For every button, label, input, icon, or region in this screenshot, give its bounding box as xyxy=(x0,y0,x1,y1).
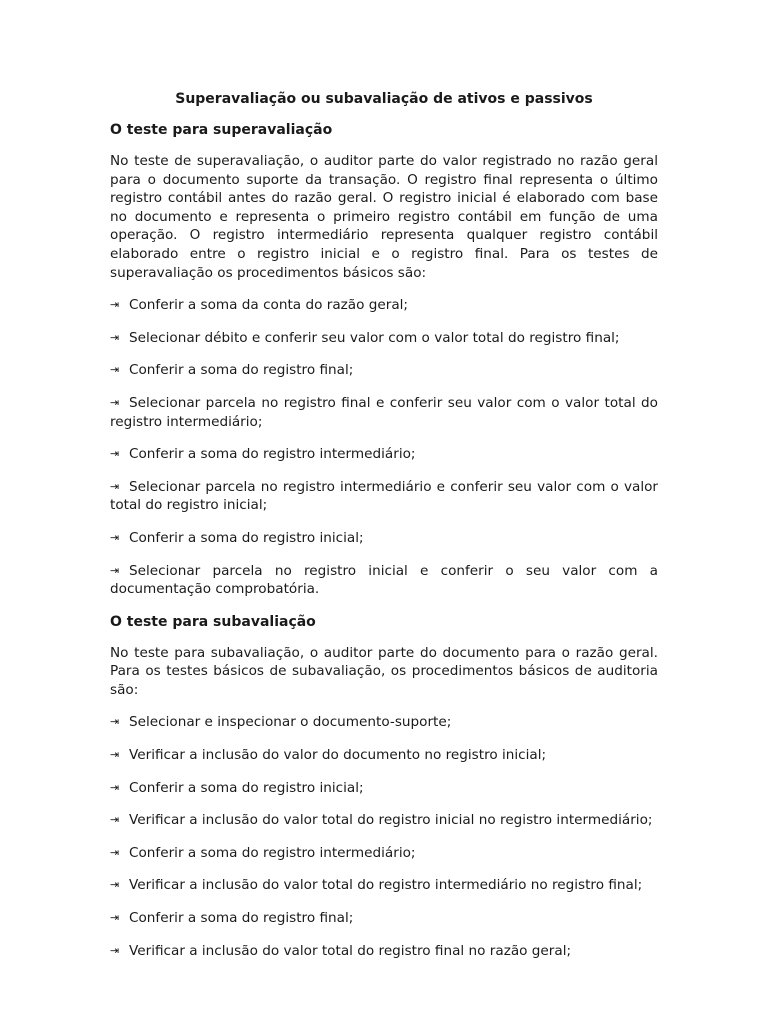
list-item-text: Conferir a soma do registro inicial; xyxy=(129,529,364,546)
tab-arrow-icon: ⇥ xyxy=(110,530,120,544)
list-item-text: Verificar a inclusão do valor total do registro intermediário no registro final; xyxy=(129,877,643,894)
list-item xyxy=(110,909,658,928)
list-item-text: Conferir a soma do registro intermediário; xyxy=(129,446,416,463)
list-item xyxy=(110,876,658,895)
list-item xyxy=(110,445,658,464)
list-item xyxy=(110,779,658,798)
list-item-text: Conferir a soma da conta do razão geral; xyxy=(129,297,409,314)
list-item xyxy=(110,478,658,515)
list-item-text: Verificar a inclusão do valor total do registro inicial no registro intermediário; xyxy=(129,812,653,829)
paragraph-subavaliacao-intro: No teste para subavaliação, o auditor parte do documento para o razão geral. Para os testes básicos de subavaliação, os procedimentos básicos de auditoria são: xyxy=(110,644,658,698)
tab-arrow-icon: ⇥ xyxy=(110,395,120,409)
tab-arrow-icon: ⇥ xyxy=(110,563,120,577)
tab-arrow-icon: ⇥ xyxy=(110,813,120,827)
tab-arrow-icon: ⇥ xyxy=(110,943,120,957)
tab-arrow-icon: ⇥ xyxy=(110,330,120,344)
list-item xyxy=(110,394,658,431)
list-item-text: Conferir a soma do registro final; xyxy=(129,362,354,379)
list-item-text: Conferir a soma do registro final; xyxy=(129,910,354,927)
list-item xyxy=(110,562,658,599)
list-item-text: Conferir a soma do registro inicial; xyxy=(129,779,364,796)
list-item-text: Selecionar e inspecionar o documento-suporte; xyxy=(129,714,452,731)
list-item xyxy=(110,713,658,732)
tab-arrow-icon: ⇥ xyxy=(110,447,120,461)
tab-arrow-icon: ⇥ xyxy=(110,878,120,892)
document-page xyxy=(110,90,658,974)
list-item xyxy=(110,329,658,348)
section-heading-superavaliacao: O teste para superavaliação xyxy=(110,122,333,138)
paragraph-superavaliacao-intro: No teste de superavaliação, o auditor parte do valor registrado no razão geral para o documento suporte da transação. O registro final representa o último registro contábil antes do razão geral. O registro inicial é elaborado com base no documento e representa o primeiro registro contábil em função de uma operação. O registro intermediário representa qualquer registro contábil elaborado entre o registro inicial e o registro final. Para os testes de superavaliação os procedimentos básicos são: xyxy=(110,153,658,281)
tab-arrow-icon: ⇥ xyxy=(110,845,120,859)
tab-arrow-icon: ⇥ xyxy=(110,780,120,794)
list-item-text: Selecionar parcela no registro intermediário e conferir seu valor com o valor total do registro inicial; xyxy=(110,478,658,514)
tab-arrow-icon: ⇥ xyxy=(110,479,120,493)
list-item-text: Verificar a inclusão do valor do documento no registro inicial; xyxy=(129,747,547,764)
list-item-text: Conferir a soma do registro intermediário; xyxy=(129,844,416,861)
list-item xyxy=(110,361,658,380)
list-item-text: Selecionar parcela no registro inicial e conferir o seu valor com a documentação comprobatória. xyxy=(110,562,658,598)
tab-arrow-icon: ⇥ xyxy=(110,363,120,377)
list-item xyxy=(110,529,658,548)
document-title: Superavaliação ou subavaliação de ativos e passivos xyxy=(175,91,593,107)
list-item xyxy=(110,811,658,830)
tab-arrow-icon: ⇥ xyxy=(110,715,120,729)
list-item xyxy=(110,746,658,765)
list-item-text: Selecionar débito e conferir seu valor com o valor total do registro final; xyxy=(129,329,620,346)
section-heading-subavaliacao: O teste para subavaliação xyxy=(110,613,316,630)
list-item-text: Selecionar parcela no registro final e conferir seu valor com o valor total do registro intermediário; xyxy=(110,394,658,430)
tab-arrow-icon: ⇥ xyxy=(110,298,120,312)
list-item xyxy=(110,296,658,315)
tab-arrow-icon: ⇥ xyxy=(110,911,120,925)
list-item xyxy=(110,844,658,863)
list-item-text: Verificar a inclusão do valor total do registro final no razão geral; xyxy=(129,942,572,959)
list-item xyxy=(110,942,658,961)
tab-arrow-icon: ⇥ xyxy=(110,748,120,762)
